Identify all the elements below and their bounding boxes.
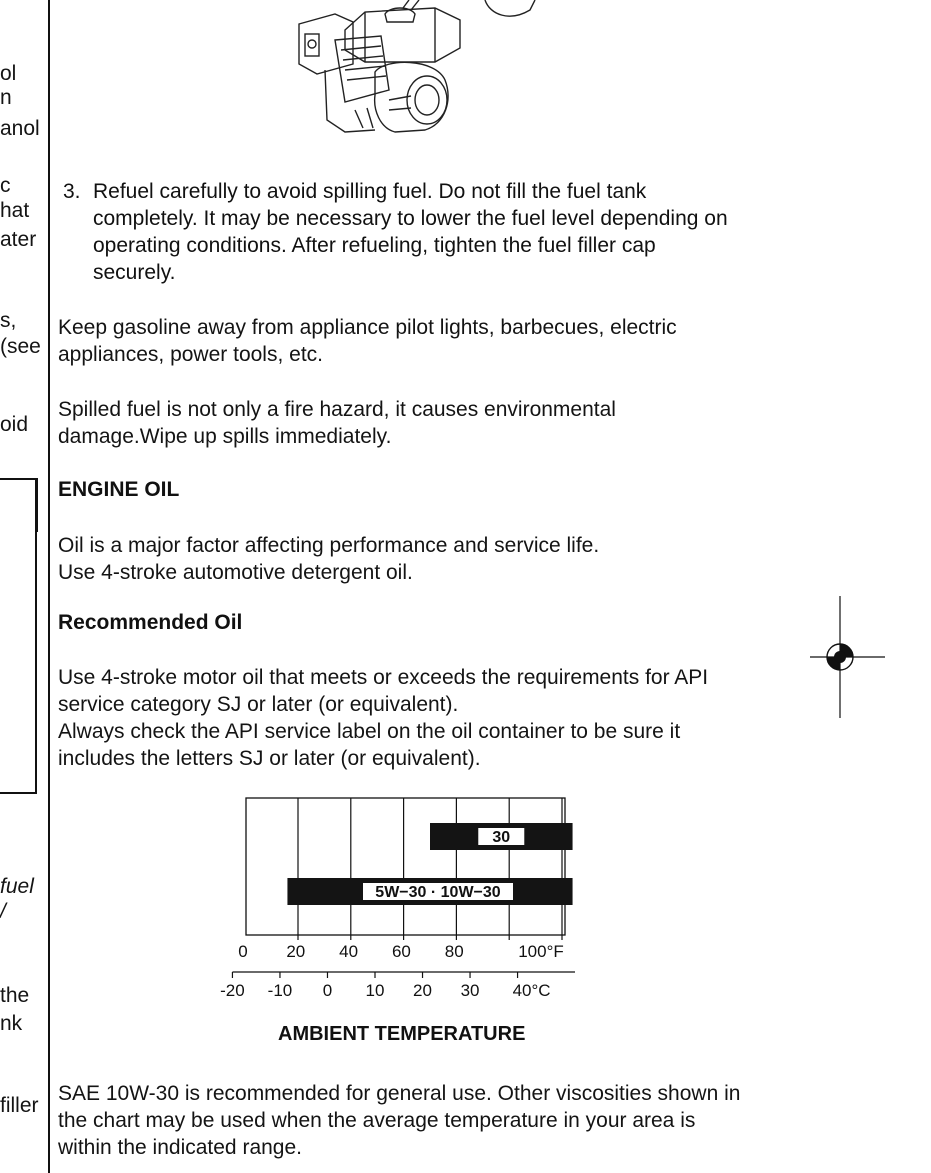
left-fragment: filler	[0, 1094, 39, 1117]
left-fragment: anol	[0, 117, 40, 140]
f-tick-label: 0	[238, 942, 248, 961]
c-tick-label: -10	[267, 981, 293, 1000]
oil-intro-line-2: Use 4-stroke automotive detergent oil.	[58, 561, 413, 584]
f-tick-label: 80	[444, 942, 464, 961]
left-fragment: fuel	[0, 875, 34, 898]
warning-box-header-edge	[0, 478, 38, 532]
chart-frame	[246, 798, 565, 935]
recommended-oil-heading: Recommended Oil	[58, 611, 243, 634]
engine-illustration	[285, 0, 545, 150]
keep-away-paragraph: Keep gasoline away from appliance pilot lights, barbecues, electric appliances, power tools, etc.	[58, 316, 677, 366]
left-fragment: /	[0, 900, 6, 923]
left-fragment: ater	[0, 228, 37, 251]
viscosity-chart	[215, 790, 595, 1010]
bar-label: 30	[492, 829, 511, 846]
step-3-text: Refuel carefully to avoid spilling fuel. Do not fill the fuel tank completely. It may be necessary to lower the fuel level depending on operating conditions. After refueling, tighten the fuel filler cap securely.	[93, 180, 728, 284]
spilled-fuel-paragraph: Spilled fuel is not only a fire hazard, it causes environmental damage.Wipe up spills immediately.	[58, 398, 616, 448]
left-fragment: nk	[0, 1012, 23, 1035]
c-tick-label: 30	[460, 981, 480, 1000]
chart-title: AMBIENT TEMPERATURE	[278, 1023, 526, 1045]
oil-intro-line-1: Oil is a major factor affecting performance and service life.	[58, 534, 600, 557]
recommended-paragraph-2: Always check the API service label on the oil container to be sure it includes the letters SJ or later (or equivalent).	[58, 720, 681, 770]
warning-box-edge	[0, 530, 37, 794]
column-divider	[48, 0, 50, 1173]
c-tick-label: 40°C	[512, 981, 551, 1000]
f-tick-label: 20	[286, 942, 306, 961]
bar-label: 5W−30 · 10W−30	[375, 884, 501, 901]
left-fragment: oid	[0, 413, 29, 436]
left-fragment: the	[0, 984, 30, 1007]
left-fragment: ol	[0, 62, 17, 85]
left-fragment: (see	[0, 335, 41, 358]
left-fragment: c	[0, 174, 11, 197]
c-tick-label: 0	[322, 981, 333, 1000]
f-tick-label: 40	[339, 942, 359, 961]
sae-paragraph: SAE 10W-30 is recommended for general use. Other viscosities shown in the chart may be used when the average temperature in your area is within the indicated range.	[58, 1082, 741, 1159]
f-tick-label: 100°F	[518, 942, 564, 961]
registration-mark-icon	[810, 596, 890, 718]
left-fragment: hat	[0, 199, 30, 222]
step-number: 3.	[63, 180, 81, 203]
left-fragment: s,	[0, 309, 17, 332]
c-tick-label: 20	[413, 981, 432, 1000]
c-tick-label: -20	[220, 981, 245, 1000]
left-fragment: n	[0, 86, 12, 109]
f-tick-label: 60	[391, 942, 411, 961]
c-tick-label: 10	[365, 981, 385, 1000]
engine-oil-heading: ENGINE OIL	[58, 478, 180, 501]
recommended-paragraph-1: Use 4-stroke motor oil that meets or exceeds the requirements for API service category SJ or later (or equivalent).	[58, 666, 709, 716]
